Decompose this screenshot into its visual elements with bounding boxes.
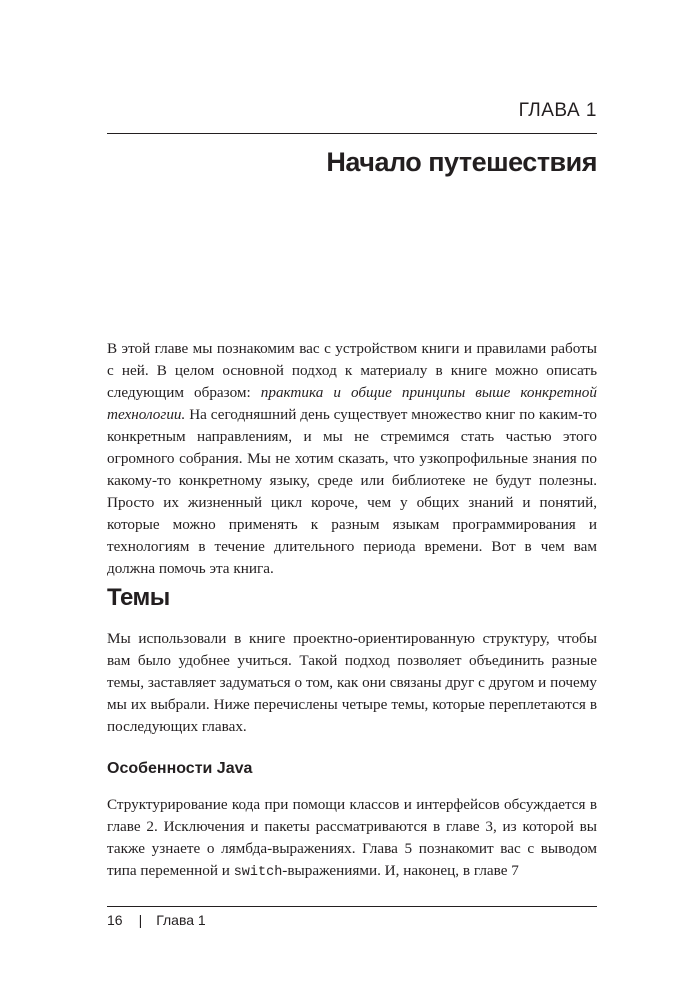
intro-text-start: В этой главе мы познакомим вас с устройством книги и правилами работы с ней. В целом основной подход к материалу в книге можно описать следующим образом: [107, 340, 597, 401]
intro-emphasis: практика и общие принципы выше конкретной технологии. [107, 384, 597, 423]
chapter-divider [107, 133, 597, 134]
running-title: Глава 1 [156, 912, 206, 928]
java-text-end: -выражениями. И, наконец, в главе 7 [282, 862, 519, 879]
chapter-label: ГЛАВА 1 [518, 100, 597, 121]
java-text-start: Структурирование кода при помощи классов и интерфейсов обсуждается в главе 2. Исключения и пакеты рассматриваются в главе 3, из которой вы также узнаете о лямбда-выражениях. Глава 5 познакомит вас с выводом типа переменной и [107, 796, 597, 879]
page-number: 16 [107, 912, 123, 928]
footer-divider [107, 906, 597, 907]
section-heading-topics: Темы [107, 584, 170, 611]
page-footer [107, 912, 206, 928]
code-switch: switch [233, 865, 283, 880]
java-paragraph [107, 794, 597, 884]
chapter-title: Начало путешествия [326, 147, 597, 177]
subsection-heading-java: Особенности Java [107, 760, 253, 777]
intro-text-end: На сегодняшний день существует множество книг по каким-то конкретным направлениям, и мы не стремимся стать частью этого огромного собрания. Мы не хотим сказать, что узкопрофильные знания по какому-то конкретному языку, среде или библиотеке не будут полезны. Просто их жизненный цикл короче, чем у общих знаний и понятий, которые можно применять к разным языкам программирования и технологиям в течение длительного периода времени. Вот в чем вам должна помочь эта книга. [107, 406, 597, 577]
intro-paragraph [107, 338, 597, 580]
topics-paragraph: Мы использовали в книге проектно-ориентированную структуру, чтобы вам было удобнее учиться. Такой подход позволяет объединить разные темы, заставляет задуматься о том, как они связаны друг с другом и почему мы их выбрали. Ниже перечислены четыре темы, которые переплетаются в последующих главах. [107, 630, 597, 735]
footer-separator: | [138, 912, 143, 928]
